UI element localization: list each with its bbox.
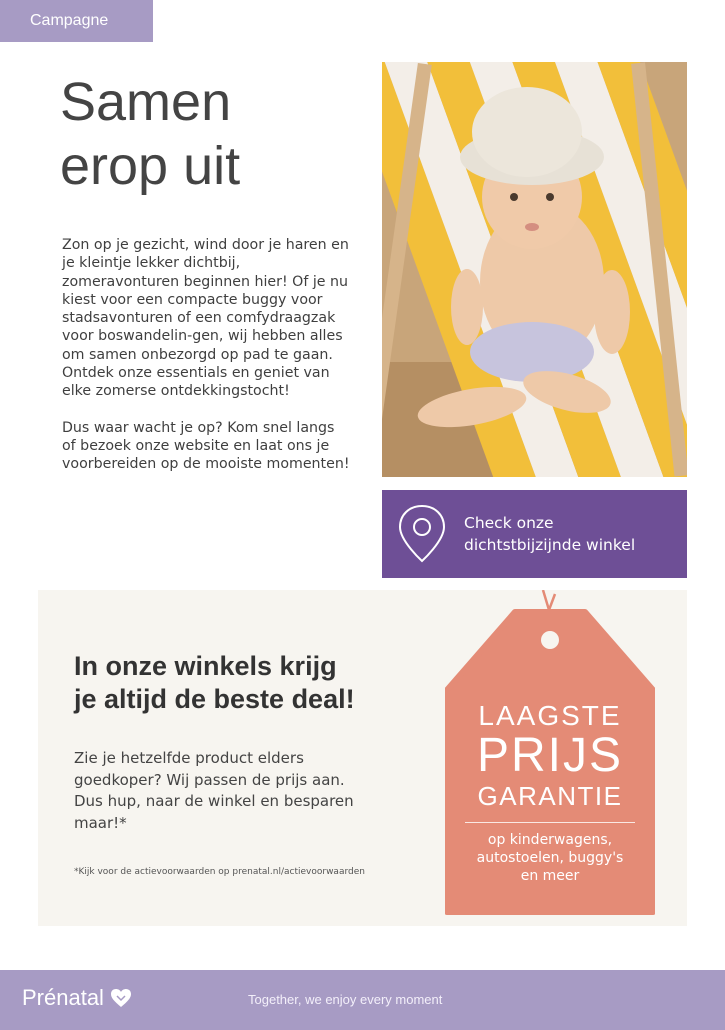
- price-guarantee-line-3: GARANTIE: [477, 781, 623, 811]
- deal-heading: [74, 650, 434, 716]
- baby-in-beach-chair-illustration: [382, 62, 687, 477]
- cta-line-1: Check onze: [464, 514, 554, 532]
- brand-logo[interactable]: [22, 985, 132, 1011]
- price-guarantee-line-1: LAAGSTE: [478, 700, 622, 731]
- price-tag-divider: [465, 822, 635, 823]
- deal-heading-line-2: je altijd de beste deal!: [74, 684, 355, 714]
- title-line-2: erop uit: [60, 136, 241, 196]
- price-guarantee-line-2: PRIJS: [476, 729, 624, 782]
- intro-paragraph-2: Dus waar wacht je op? Kom snel langs of bezoek onze website en laat ons je voorbereiden op de mooiste momenten!: [62, 419, 350, 473]
- heart-icon: [110, 988, 132, 1008]
- campaign-tag: Campagne: [0, 0, 153, 42]
- location-pin-icon: [396, 503, 448, 565]
- intro-text: [62, 236, 352, 492]
- deal-body: Zie je hetzelfde product elders goedkoper? Wij passen de prijs aan. Dus hup, naar de winkel en besparen maar!*: [74, 749, 354, 832]
- deal-heading-line-1: In onze winkels krijg: [74, 651, 337, 681]
- title-line-1: Samen: [60, 72, 232, 132]
- page-title: [60, 70, 240, 198]
- price-guarantee-text: [445, 700, 655, 885]
- footer-slogan: Together, we enjoy every moment: [248, 992, 443, 1007]
- footer-bar: [0, 970, 725, 1030]
- cta-line-2: dichtstbijzijnde winkel: [464, 536, 636, 554]
- intro-paragraph-1: Zon op je gezicht, wind door je haren en je kleintje lekker dichtbij, zomeravonturen beginnen hier! Of je nu kiest voor een compacte buggy voor stadsavonturen of een comfydraagzak voor boswandelin-gen, wij hebben alles om samen onbezorgd op pad te gaan. Ontdek onze essentials en geniet van elke zomerse ontdekkingstocht!: [62, 237, 349, 400]
- store-locator-label: [464, 512, 635, 556]
- store-locator-button[interactable]: [382, 490, 687, 578]
- hero-photo: [382, 62, 687, 477]
- deal-footnote: *Kijk voor de actievoorwaarden op prenatal.nl/actievoorwaarden: [74, 867, 365, 877]
- price-guarantee-sub-2: autostoelen, buggy's: [476, 850, 624, 866]
- price-guarantee-sub-3: en meer: [520, 868, 580, 884]
- price-guarantee-sub-1: op kinderwagens,: [487, 832, 613, 848]
- brand-name: Prénatal: [22, 985, 104, 1010]
